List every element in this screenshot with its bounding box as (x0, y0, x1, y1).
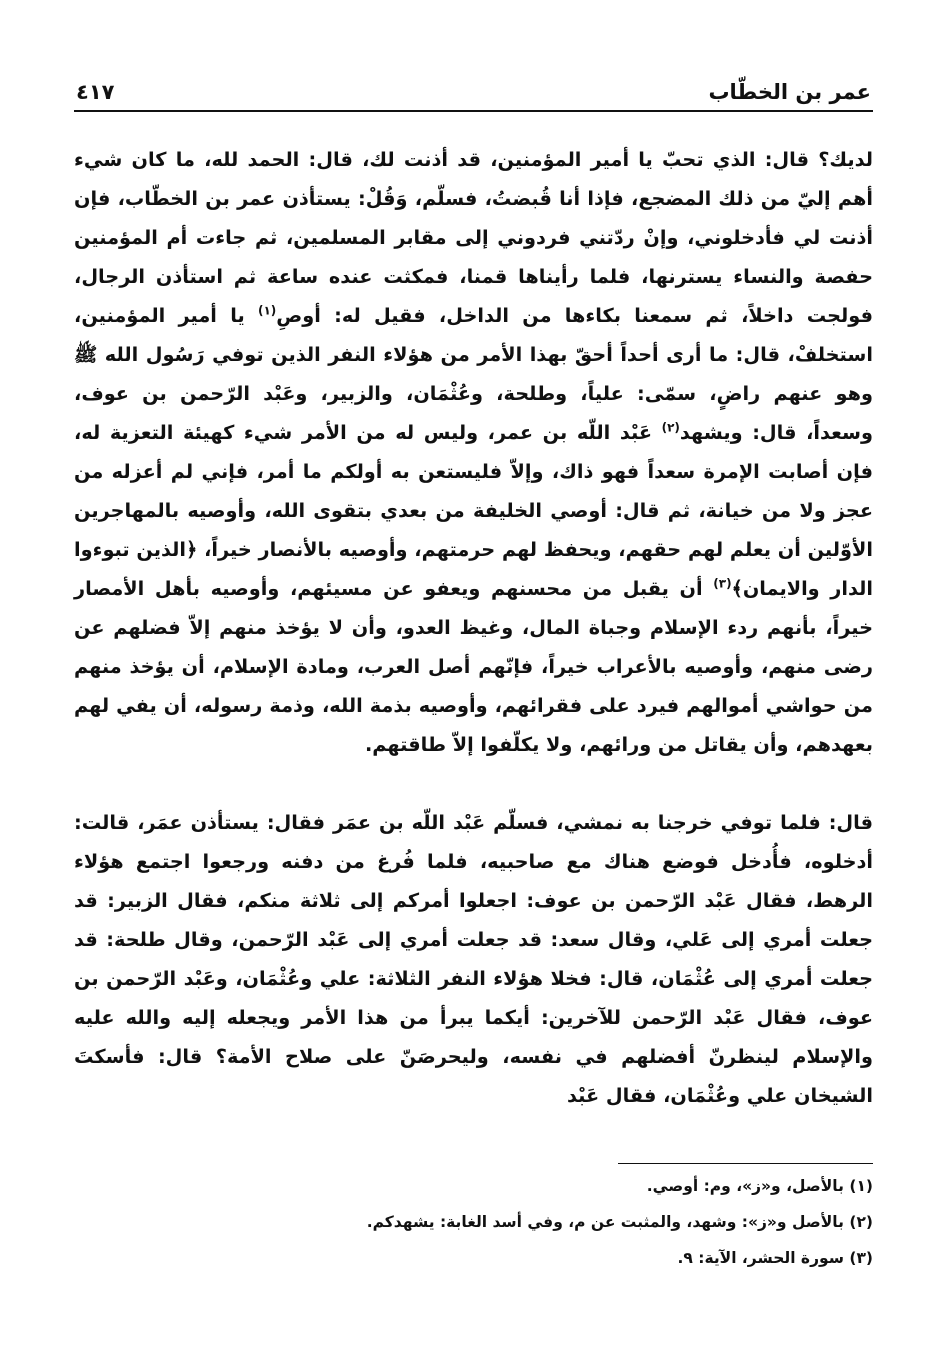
text-run: أن يقبل من محسنهم ويعفو عن مسيئهم، وأوصيه بأهل الأمصار خيراً، بأنهم ردء الإسلام وجباة المال، وغيظ العدو، وأن لا يؤخذ منهم إلاّ فضلهم عن رضى منهم، وأوصيه بالأعراب خيراً، فإنّهم أصل العرب، ومادة الإسلام، أن يؤخذ منهم من حواشي أموالهم فيرد على فقرائهم، وأوصيه بذمة الله، وذمة رسوله، أن يفي لهم بعهدهم، وأن يقاتل من ورائهم، ولا يكلّفوا إلاّ طاقتهم. (74, 577, 873, 756)
body-text (74, 140, 873, 1115)
footnotes (74, 1168, 873, 1276)
running-header (76, 74, 871, 104)
footnote-rule (618, 1163, 873, 1164)
text-run: يا أمير المؤمنين، استخلفْ، قال: ما أرى أحداً أحقّ بهذا الأمر من هؤلاء النفر الذين توفي رَسُول الله ﷺ وهو عنهم راضٍ، سمّى: علياً، وطلحة، وعُثْمَان، والزبير، وعَبْد الرّحمن بن عوف، وسعداً، قال: ويشهد (74, 304, 873, 444)
text-run: عَبْد اللّه بن عمر، وليس له من الأمر شيء كهيئة التعزية له، فإن أصابت الإمرة سعداً فهو ذاك، وإلاّ فليستعن به أولكم ما أمر، فإني لم أعزله من عجز ولا من خيانة، ثم قال: أوصي الخليفة من بعدي بتقوى الله، وأوصيه بالمهاجرين الأوّلين أن يعلم لهم حقهم، ويحفظ لهم حرمتهم، وأوصيه بالأنصار خيراً، ﴿الذين تبوءوا الدار والايمان﴾ (74, 421, 873, 600)
footnote-ref: (١) (257, 303, 277, 318)
header-rule (74, 110, 873, 112)
footnote: (٢) بالأصل و«ز»: وشهد، والمثبت عن م، وفي أسد الغابة: يشهدكم. (366, 1213, 873, 1231)
footnote: (٣) سورة الحشر، الآية: ٩. (677, 1249, 873, 1267)
page-number: ٤١٧ (76, 80, 115, 104)
footnote-ref: (٣) (713, 576, 732, 591)
footnote: (١) بالأصل، و«ز»، وم: أوصي. (646, 1177, 873, 1195)
paragraph (74, 140, 873, 764)
paragraph (74, 803, 873, 1115)
footnote-ref: (٢) (661, 420, 680, 435)
text-run: قال: فلما توفي خرجنا به نمشي، فسلّم عَبْد اللّه بن عمَر فقال: يستأذن عمَر، قالت: أدخلوه، فأُدخل فوضع هناك مع صاحبيه، فلما فُرغ من دفنه ورجعوا اجتمع هؤلاء الرهط، فقال عَبْد الرّحمن بن عوف: اجعلوا أمركم إلى ثلاثة منكم، فقال الزبير: قد جعلت أمري إلى عَلي، وقال سعد: قد جعلت أمري إلى عَبْد الرّحمن، وقال طلحة: قد جعلت أمري إلى عُثْمَان، قال: فخلا هؤلاء النفر الثلاثة: علي وعُثْمَان، وعَبْد الرّحمن بن عوف، فقال عَبْد الرّحمن للآخرين: أيكما يبرأ من هذا الأمر ويجعله إليه والله عليه والإسلام لينظرنّ أفضلهم في نفسه، وليحرصَنّ على صلاح الأمة؟ قال: فأسكتَ الشيخان علي وعُثْمَان، فقال عَبْد (74, 811, 873, 1107)
running-title: عمر بن الخطّاب (708, 80, 871, 104)
text-run: لديك؟ قال: الذي تحبّ يا أمير المؤمنين، قد أذنت لك، قال: الحمد لله، ما كان شيء أهم إليّ من ذلك المضجع، فإذا أنا قُبضتُ، فسلّم، وَقُلْ: يستأذن عمر بن الخطّاب، فإن أذنت لي فأدخلوني، وإنْ ردّتني فردوني إلى مقابر المسلمين، ثم جاءت أم المؤمنين حفصة والنساء يسترنها، فلما رأيناها قمنا، فمكثت عنده ساعة ثم استأذن الرجال، فولجت داخلاً، ثم سمعنا بكاءها من الداخل، فقيل له: أوصِ (74, 148, 873, 327)
